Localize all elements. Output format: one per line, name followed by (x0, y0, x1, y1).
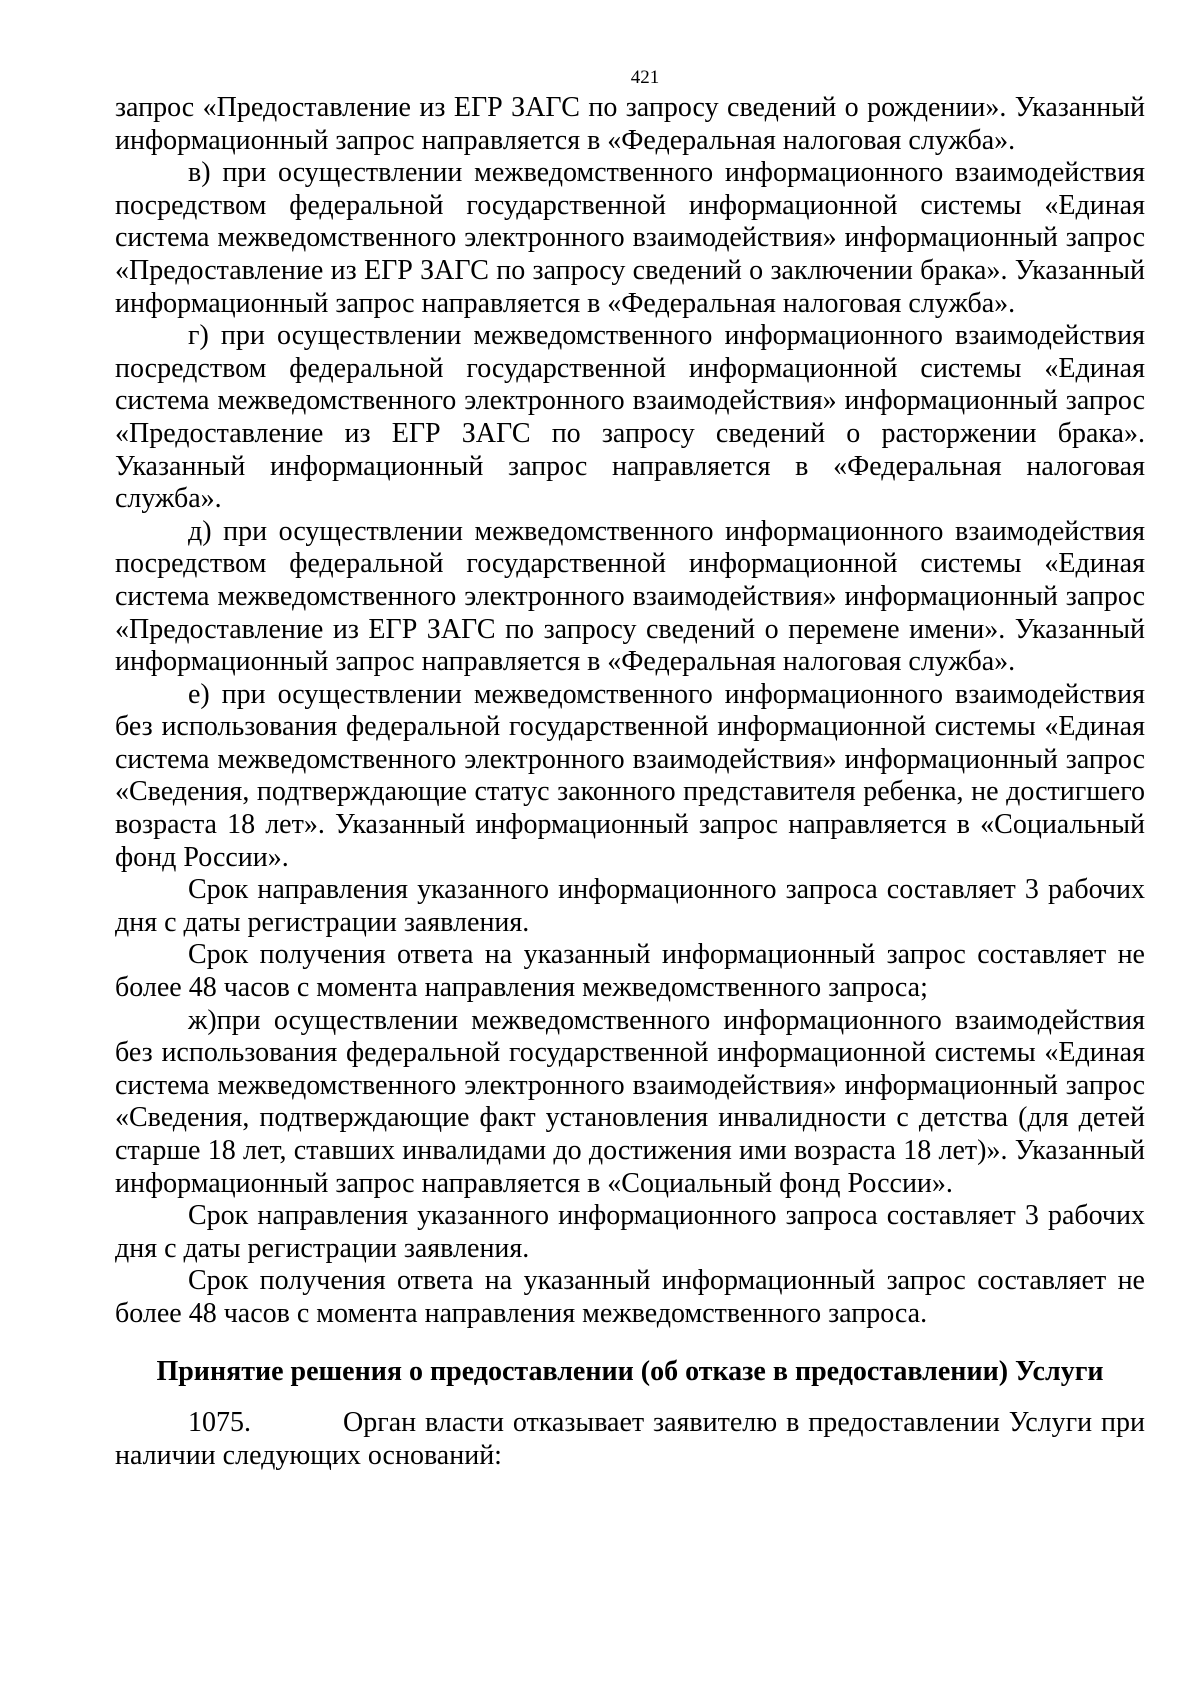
paragraph-item-g: г) при осуществлении межведомственного информационного взаимодействия посредством федеральной государственной информационной системы «Единая система межведомственного электронного взаимодействия» информационный запрос «Предоставление из ЕГР ЗАГС по запросу сведений о расторжении брака». Указанный информационный запрос направляется в «Федеральная налоговая служба». (115, 320, 1145, 515)
page-number: 421 (630, 67, 660, 88)
paragraph-intro: запрос «Предоставление из ЕГР ЗАГС по запросу сведений о рождении». Указанный информационный запрос направляется в «Федеральная налоговая служба». (115, 92, 1145, 156)
paragraph-item-e: е) при осуществлении межведомственного информационного взаимодействия без использования федеральной государственной информационной системы «Единая система межведомственного электронного взаимодействия» информационный запрос «Сведения, подтверждающие статус законного представителя ребенка, не достигшего возраста 18 лет». Указанный информационный запрос направляется в «Социальный фонд России». (115, 678, 1145, 873)
paragraph-term-send-2: Срок направления указанного информационного запроса составляет 3 рабочих дня с даты регистрации заявления. (115, 1200, 1145, 1264)
document-page (115, 66, 1145, 1472)
numbered-item (188, 1407, 1145, 1440)
paragraph-item-zh: ж)при осуществлении межведомственного информационного взаимодействия без использования федеральной государственной информационной системы «Единая система межведомственного электронного взаимодействия» информационный запрос «Сведения, подтверждающие факт установления инвалидности с детства (для детей старше 18 лет, ставших инвалидами до достижения ими возраста 18 лет)». Указанный информационный запрос направляется в «Социальный фонд России». (115, 1004, 1145, 1199)
paragraph-term-response-1: Срок получения ответа на указанный информационный запрос составляет не более 48 часов с момента направления межведомственного запроса; (115, 939, 1145, 1004)
paragraph-item-d: д) при осуществлении межведомственного информационного взаимодействия посредством федеральной государственной информационной системы «Единая система межведомственного электронного взаимодействия» информационный запрос «Предоставление из ЕГР ЗАГС по запросу сведений о перемене имени». Указанный информационный запрос направляется в «Федеральная налоговая служба». (115, 515, 1145, 678)
section-heading: Принятие решения о предоставлении (об отказе в предоставлении) Услуги (156, 1355, 1104, 1387)
paragraph-term-send-1: Срок направления указанного информационного запроса составляет 3 рабочих дня с даты регистрации заявления. (115, 874, 1145, 938)
item-continuation: наличии следующих оснований: (115, 1439, 502, 1471)
item-first-line: Орган власти отказывает заявителю в предоставлении Услуги при (343, 1407, 1145, 1439)
paragraph-term-response-2: Срок получения ответа на указанный информационный запрос составляет не более 48 часов с момента направления межведомственного запроса. (115, 1265, 1145, 1329)
paragraph-item-v: в) при осуществлении межведомственного информационного взаимодействия посредством федеральной государственной информационной системы «Единая система межведомственного электронного взаимодействия» информационный запрос «Предоставление из ЕГР ЗАГС по запросу сведений о заключении брака». Указанный информационный запрос направляется в «Федеральная налоговая служба». (115, 157, 1145, 319)
item-number: 1075. (188, 1407, 251, 1439)
